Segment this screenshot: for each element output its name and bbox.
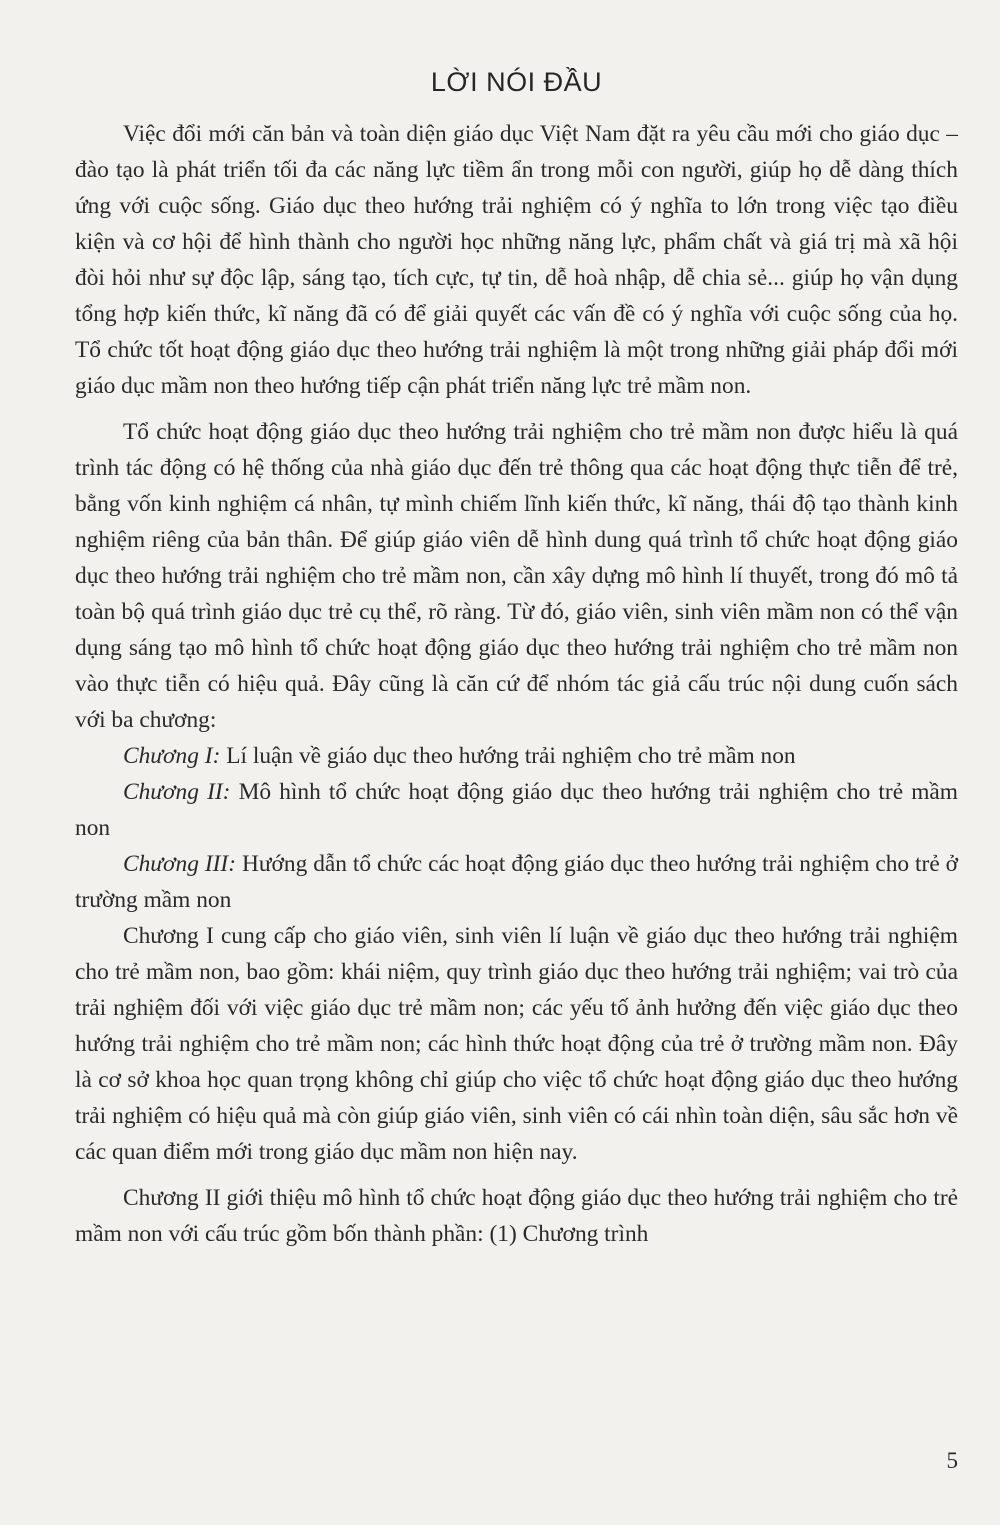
chapter-label: Chương I: [123,743,221,769]
page-body [75,116,958,1252]
chapter-title: Hướng dẫn tổ chức các hoạt động giáo dục theo hướng trải nghiệm cho trẻ ở trường mầm non [75,851,959,913]
chapter-label: Chương III: [123,851,237,877]
paragraph-intro: Việc đổi mới căn bản và toàn diện giáo dục Việt Nam đặt ra yêu cầu mới cho giáo dục – đào tạo là phát triển tối đa các năng lực tiềm ẩn trong mỗi con người, giúp họ dễ dàng thích ứng với cuộc sống. Giáo dục theo hướng trải nghiệm có ý nghĩa to lớn trong việc tạo điều kiện và cơ hội để hình thành cho người học những năng lực, phẩm chất và giá trị mà xã hội đòi hỏi như sự độc lập, sáng tạo, tích cực, tự tin, dễ hoà nhập, dễ chia sẻ... giúp họ vận dụng tổng hợp kiến thức, kĩ năng đã có để giải quyết các vấn đề có ý nghĩa với cuộc sống của họ. Tổ chức tốt hoạt động giáo dục theo hướng trải nghiệm là một trong những giải pháp đổi mới giáo dục mầm non theo hướng tiếp cận phát triển năng lực trẻ mầm non. [75,121,958,399]
chapter-title: Lí luận về giáo dục theo hướng trải nghiệm cho trẻ mầm non [220,743,796,769]
chapter-item-1 [75,738,958,774]
paragraph-chapter-1-summary: Chương I cung cấp cho giáo viên, sinh viên lí luận về giáo dục theo hướng trải nghiệm cho trẻ mầm non, bao gồm: khái niệm, quy trình giáo dục theo hướng trải nghiệm; vai trò của trải nghiệm đối với việc giáo dục trẻ mầm non; các yếu tố ảnh hưởng đến việc giáo dục theo hướng trải nghiệm cho trẻ mầm non; các hình thức hoạt động của trẻ ở trường mầm non. Đây là cơ sở khoa học quan trọng không chỉ giúp cho việc tổ chức hoạt động giáo dục theo hướng trải nghiệm có hiệu quả mà còn giúp giáo viên, sinh viên có cái nhìn toàn diện, sâu sắc hơn về các quan điểm mới trong giáo dục mầm non hiện nay. [75,923,958,1165]
page-title: LỜI NÓI ĐẦU [430,67,603,97]
chapter-item-3 [75,846,958,918]
paragraph-definition: Tổ chức hoạt động giáo dục theo hướng trải nghiệm cho trẻ mầm non được hiểu là quá trình tác động có hệ thống của nhà giáo dục đến trẻ thông qua các hoạt động thực tiễn để trẻ, bằng vốn kinh nghiệm cá nhân, tự mình chiếm lĩnh kiến thức, kĩ năng, thái độ tạo thành kinh nghiệm riêng của bản thân. Để giúp giáo viên dễ hình dung quá trình tổ chức hoạt động giáo dục theo hướng trải nghiệm cho trẻ mầm non, cần xây dựng mô hình lí thuyết, trong đó mô tả toàn bộ quá trình giáo dục trẻ cụ thể, rõ ràng. Từ đó, giáo viên, sinh viên mầm non có thể vận dụng sáng tạo mô hình tổ chức hoạt động giáo dục theo hướng trải nghiệm cho trẻ mầm non vào thực tiễn có hiệu quả. Đây cũng là căn cứ để nhóm tác giả cấu trúc nội dung cuốn sách với ba chương: [75,419,958,733]
chapter-title: Mô hình tổ chức hoạt động giáo dục theo hướng trải nghiệm cho trẻ mầm non [75,779,958,841]
chapter-item-2 [75,774,958,846]
page-number: 5 [946,1448,958,1473]
paragraph-chapter-2-summary: Chương II giới thiệu mô hình tổ chức hoạt động giáo dục theo hướng trải nghiệm cho trẻ mầm non với cấu trúc gồm bốn thành phần: (1) Chương trình [75,1185,958,1247]
chapter-label: Chương II: [123,779,231,805]
